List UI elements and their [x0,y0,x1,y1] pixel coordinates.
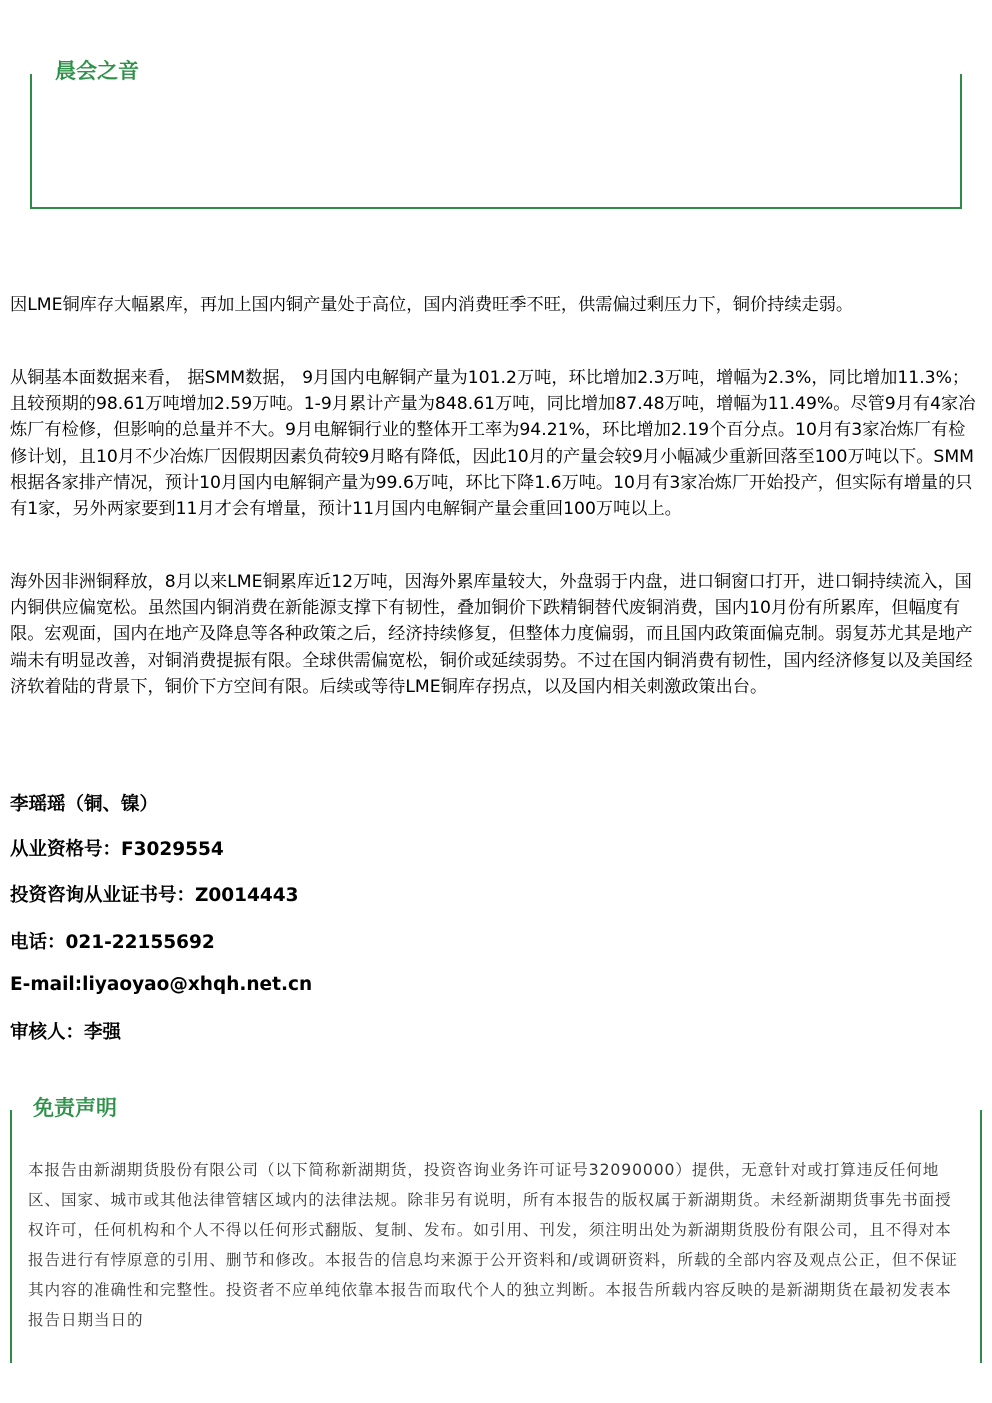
author-email: E-mail:liyaoyao@xhqh.net.cn [10,974,313,995]
morning-section-box [30,74,962,209]
disclaimer-title: 免责声明 [31,1092,119,1122]
paragraph-fundamentals: 从铜基本面数据来看， 据SMM数据， 9月国内电解铜产量为101.2万吨，环比增加2.3万吨，增幅为2.3%，同比增加11.3%；且较预期的98.61万吨增加2.59万吨。1-9月累计产量为848.61万吨，同比增加87.48万吨，增幅为11.49%。尽管9月有4家冶炼厂有检修，但影响的总量并不大。9月电解铜行业的整体开工率为94.21%，环比增加2.19个百分点。10月有3家冶炼厂有检修计划，且10月不少冶炼厂因假期因素负荷较9月略有降低，因此10月的产量会较9月小幅减少重新回落至100万吨以下。SMM根据各家排产情况，预计10月国内电解铜产量为99.6万吨，环比下降1.6万吨。10月有3家冶炼厂开始投产，但实际有增量的只有1家，另外两家要到11月才会有增量，预计11月国内电解铜产量会重回100万吨以上。 [10,368,976,520]
author-qualification-number: 从业资格号：F3029554 [10,839,224,860]
disclaimer-text: 本报告由新湖期货股份有限公司（以下简称新湖期货，投资咨询业务许可证号32090000）提供，无意针对或打算违反任何地区、国家、城市或其他法律管辖区域内的法律法规。除非另有说明，所有本报告的版权属于新湖期货。未经新湖期货事先书面授权许可，任何机构和个人不得以任何形式翻版、复制、发布。如引用、刊发，须注明出处为新湖期货股份有限公司，且不得对本报告进行有悖原意的引用、删节和修改。本报告的信息均来源于公开资料和/或调研资料，所载的全部内容及观点公正，但不保证其内容的准确性和完整性。投资者不应单纯依靠本报告而取代个人的独立判断。本报告所载内容反映的是新湖期货在最初发表本报告日期当日的 [28,1161,958,1329]
section-title: 晨会之音 [53,55,141,85]
author-investment-cert: 投资咨询从业证书号：Z0014443 [10,885,299,906]
author-name: 李瑶瑶（铜、镍） [10,794,159,815]
paragraph-overseas-outlook: 海外因非洲铜释放，8月以来LME铜累库近12万吨，因海外累库量较大，外盘弱于内盘，进口铜窗口打开，进口铜持续流入，国内铜供应偏宽松。虽然国内铜消费在新能源支撑下有韧性，叠加铜价下跌精铜替代废铜消费，国内10月份有所累库，但幅度有限。宏观面，国内在地产及降息等各种政策之后，经济持续修复，但整体力度偏弱，而且国内政策面偏克制。弱复苏尤其是地产端未有明显改善，对铜消费提振有限。全球供需偏宽松，铜价或延续弱势。不过在国内铜消费有韧性，国内经济修复以及美国经济软着陆的背景下，铜价下方空间有限。后续或等待LME铜库存拐点，以及国内相关刺激政策出台。 [10,572,973,697]
reviewer: 审核人：李强 [10,1022,122,1043]
author-phone: 电话：021-22155692 [10,932,215,953]
paragraph-summary: 因LME铜库存大幅累库，再加上国内铜产量处于高位，国内消费旺季不旺，供需偏过剩压力下，铜价持续走弱。 [10,295,854,315]
